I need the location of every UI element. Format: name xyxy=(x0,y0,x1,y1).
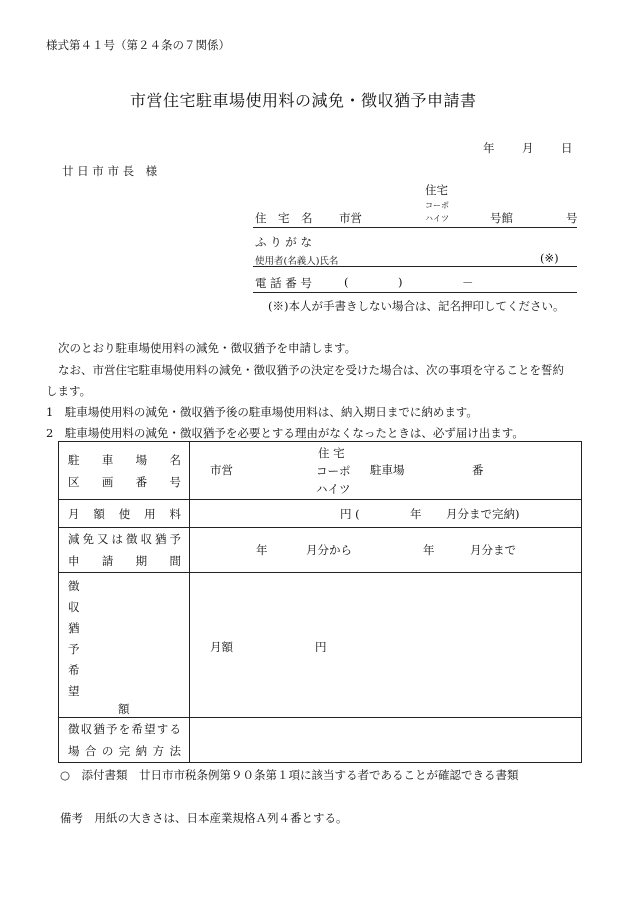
date-month[interactable]: 月 xyxy=(522,141,534,155)
row-parking-lot xyxy=(59,442,582,500)
date-year[interactable]: 年 xyxy=(483,141,495,155)
pledge-item-1: 1 駐車場使用料の減免・徴収猶予後の駐車場使用料は、納入期日までに納めます。 xyxy=(46,405,478,419)
phone-paren-close: ) xyxy=(398,275,403,289)
label-payment-method: 徴収猶予を希望する 場合の完納方法 xyxy=(59,718,190,763)
name-label: 使用者(名義人)氏名 xyxy=(255,256,339,267)
date-day[interactable]: 日 xyxy=(561,141,573,155)
address-label: 住 宅 名 xyxy=(255,211,313,225)
value-monthly-fee[interactable]: 円 ( 年 月分まで完納) xyxy=(190,500,582,528)
housing-type-1: 住宅 xyxy=(425,183,448,197)
body-p1: 次のとおり駐車場使用料の減免・徴収猶予を申請します。 xyxy=(58,341,357,355)
housing-type-3: ハイツ xyxy=(425,214,449,223)
row-deferral-amount xyxy=(59,573,582,718)
value-parking-lot[interactable]: 市営 住 宅 コーポ ハイツ 駐車場 番 xyxy=(190,442,582,500)
label-monthly-fee: 月額使用料 xyxy=(59,500,190,528)
application-table xyxy=(58,441,582,763)
housing-type-2: コーポ xyxy=(425,201,449,210)
room-suffix: 号 xyxy=(566,211,578,225)
handwriting-note: (※)本人が手書きしない場合は、記名押印してください。 xyxy=(268,299,565,313)
address-underline[interactable] xyxy=(253,227,577,228)
row-application-period xyxy=(59,528,582,573)
value-deferral-amount[interactable]: 月額 円 xyxy=(190,573,582,718)
addressee: 廿 日 市 市 長 様 xyxy=(62,164,158,178)
form-number: 様式第４１号（第２４条の７関係） xyxy=(46,38,230,52)
attachment-note: ○ 添付書類 廿日市市税条例第９０条第１項に該当する者であることが確認できる書類 xyxy=(60,768,519,782)
value-application-period[interactable]: 年 月分から 年 月分まで xyxy=(190,528,582,573)
value-payment-method[interactable] xyxy=(190,718,582,763)
pledge-item-2: 2 駐車場使用料の減免・徴収猶予を必要とする理由がなくなったときは、必ず届け出ます。 xyxy=(46,426,524,440)
label-application-period: 減免又は徴収猶予 申請期間 xyxy=(59,528,190,573)
phone-paren-open: ( xyxy=(344,275,349,289)
label-deferral-amount: 徴 収 猶 予 希 望 額 xyxy=(59,573,190,718)
page-title: 市営住宅駐車場使用料の減免・徴収猶予申請書 xyxy=(130,91,477,110)
body-p2-line2: します。 xyxy=(46,384,92,398)
phone-label: 電 話 番 号 xyxy=(255,276,312,290)
remarks: 備考 用紙の大きさは、日本産業規格Ａ列４番とする。 xyxy=(60,811,348,825)
label-parking-lot: 駐車場名 区画番号 xyxy=(59,442,190,500)
body-p2-line1: なお、市営住宅駐車場使用料の減免・徴収猶予の決定を受けた場合は、次の事項を守ることを誓約 xyxy=(58,363,564,377)
phone-dash: － xyxy=(462,276,474,290)
building-suffix: 号館 xyxy=(490,211,513,225)
city-housing: 市営 xyxy=(339,211,362,225)
furigana-label: ふ り が な xyxy=(255,235,312,249)
seal-mark: (※) xyxy=(540,251,559,265)
phone-underline[interactable] xyxy=(253,292,577,293)
name-underline[interactable] xyxy=(253,266,577,267)
row-payment-method xyxy=(59,718,582,763)
row-monthly-fee xyxy=(59,500,582,528)
